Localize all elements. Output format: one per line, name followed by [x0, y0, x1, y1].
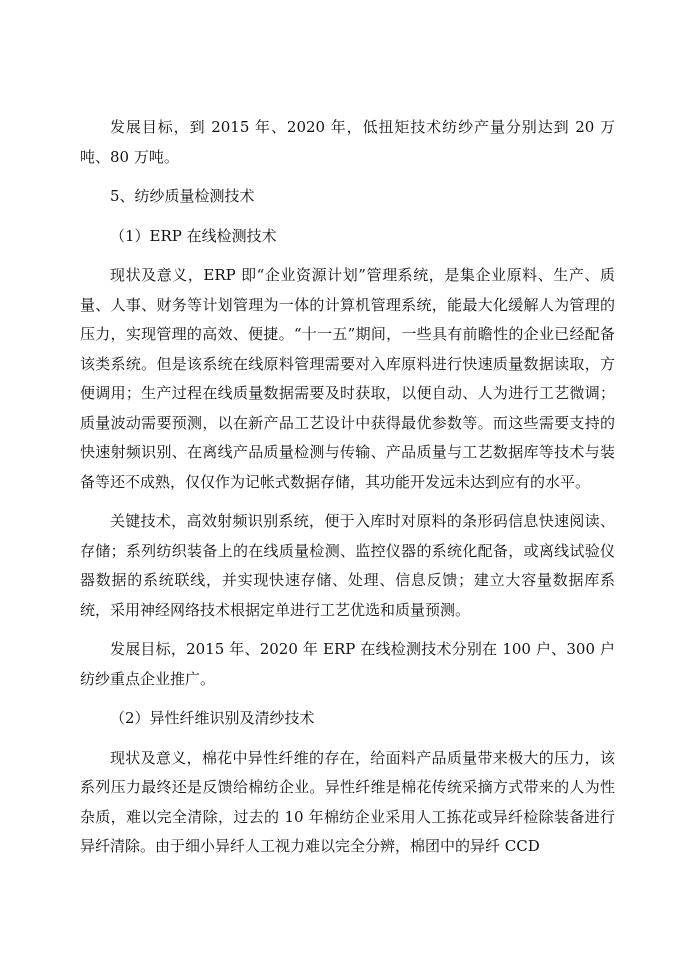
- subheading-erp-online-inspection: （1）ERP 在线检测技术: [110, 226, 277, 245]
- section-heading-quality-inspection: 5、纺纱质量检测技术: [110, 187, 255, 205]
- document-body: [80, 113, 615, 872]
- paragraph-development-goal-low-torque: 发展目标，到 2015 年、2020 年，低扭矩技术纺纱产量分别达到 20 万吨、80 万吨。: [80, 118, 615, 166]
- paragraph-erp-key-technology: 关键技术，高效射频识别系统，便于入库时对原料的条形码信息快速阅读、存储；系列纺织装备上的在线质量检测、监控仪器的系统化配备，或离线试验仪器数据的系统联线，并实现快速存储、处理、信息反馈；建立大容量数据库系统，采用神经网络技术根据定单进行工艺优选和质量预测。: [80, 512, 615, 619]
- paragraph-foreign-fiber-status: 现状及意义，棉花中异性纤维的存在，给面料产品质量带来极大的压力，该系列压力最终还是反馈给棉纺企业。异性纤维是棉花传统采摘方式带来的人为性杂质，难以完全清除，过去的 10 年棉纺企业采用人工拣花或异纤检除装备进行异纤清除。由于细小异纤人工视力难以完全分辨，棉团中的异纤 CCD: [80, 748, 615, 855]
- paragraph-erp-status-significance: 现状及意义，ERP 即“企业资源计划”管理系统，是集企业原料、生产、质量、人事、财务等计划管理为一体的计算机管理系统，能最大化缓解人为管理的压力，实现管理的高效、便捷。“十一五”期间，一些具有前瞻性的企业已经配备该类系统。但是该系统在线原料管理需要对入库原料进行快速质量数据读取，方便调用；生产过程在线质量数据需要及时获取，以便自动、人为进行工艺微调；质量波动需要预测，以在新产品工艺设计中获得最优参数等。而这些需要支持的快速射频识别、在离线产品质量检测与传输、产品质量与工艺数据库等技术与装备等还不成熟，仅仅作为记帐式数据存储，其功能开发远未达到应有的水平。: [80, 266, 615, 491]
- subheading-foreign-fiber-detection: （2）异性纤维识别及清纱技术: [110, 709, 315, 727]
- paragraph-erp-development-goal: 发展目标，2015 年、2020 年 ERP 在线检测技术分别在 100 户、300 户纺纱重点企业推广。: [80, 640, 615, 688]
